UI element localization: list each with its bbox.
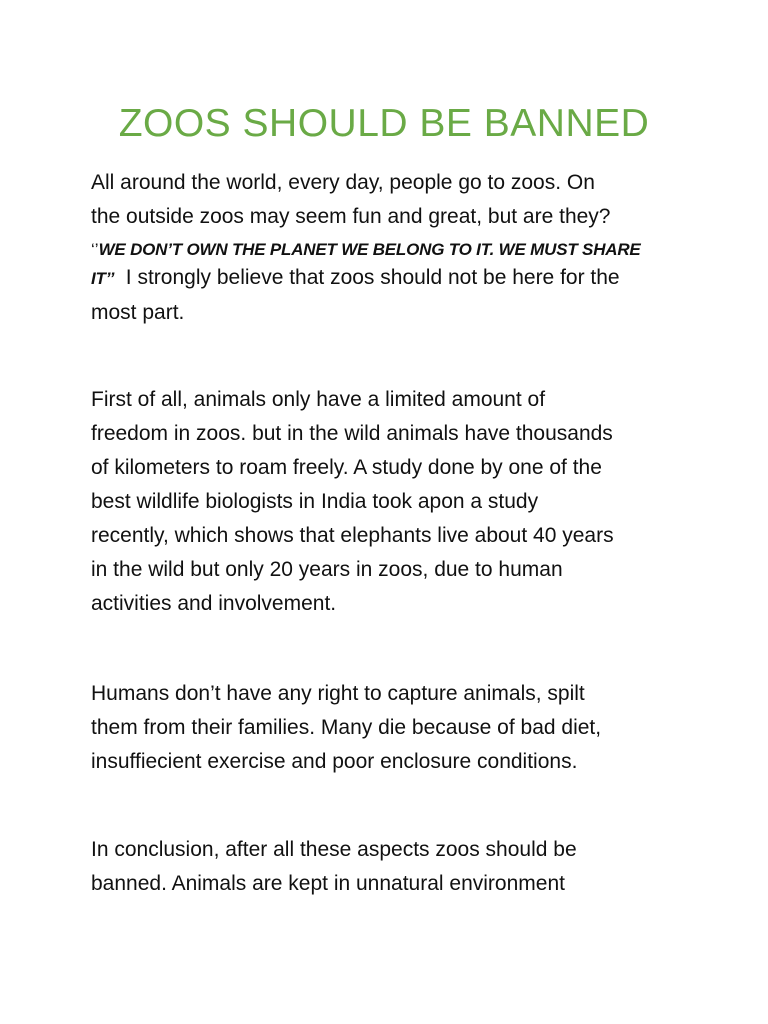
document-title: ZOOS SHOULD BE BANNED bbox=[118, 102, 650, 145]
paragraph-line: banned. Animals are kept in unnatural environment bbox=[91, 872, 565, 895]
quote-continuation-line bbox=[91, 261, 691, 296]
paragraph-line: Humans don’t have any right to capture animals, spilt bbox=[91, 682, 585, 705]
paragraph-line: In conclusion, after all these aspects zoos should be bbox=[91, 838, 577, 861]
paragraph-line: First of all, animals only have a limited amount of bbox=[91, 388, 546, 411]
paragraph-freedom bbox=[91, 383, 691, 621]
quote-text: WE DON’T OWN THE PLANET WE BELONG TO IT. WE MUST SHARE bbox=[98, 240, 641, 259]
paragraph-conclusion bbox=[91, 833, 691, 901]
paragraph-line: All around the world, every day, people go to zoos. On bbox=[91, 171, 595, 194]
paragraph-line: in the wild but only 20 years in zoos, due to human bbox=[91, 558, 563, 581]
quote-text-end: IT’’ bbox=[91, 269, 115, 288]
paragraph-line: of kilometers to roam freely. A study done by one of the bbox=[91, 456, 602, 479]
paragraph-line: most part. bbox=[91, 301, 185, 324]
paragraph-line: freedom in zoos. but in the wild animals have thousands bbox=[91, 422, 613, 445]
paragraph-line: best wildlife biologists in India took apon a study bbox=[91, 490, 539, 513]
paragraph-line: activities and involvement. bbox=[91, 592, 337, 615]
paragraph-intro bbox=[91, 166, 691, 330]
paragraph-text: I strongly believe that zoos should not be here for the bbox=[125, 266, 620, 289]
paragraph-line: recently, which shows that elephants live about 40 years bbox=[91, 524, 614, 547]
paragraph-rights bbox=[91, 677, 691, 779]
paragraph-line: insuffiecient exercise and poor enclosure conditions. bbox=[91, 750, 578, 773]
quote-open-mark: ‘’ bbox=[91, 240, 99, 259]
paragraph-line: them from their families. Many die because of bad diet, bbox=[91, 716, 602, 739]
paragraph-line: the outside zoos may seem fun and great, but are they? bbox=[91, 205, 611, 228]
